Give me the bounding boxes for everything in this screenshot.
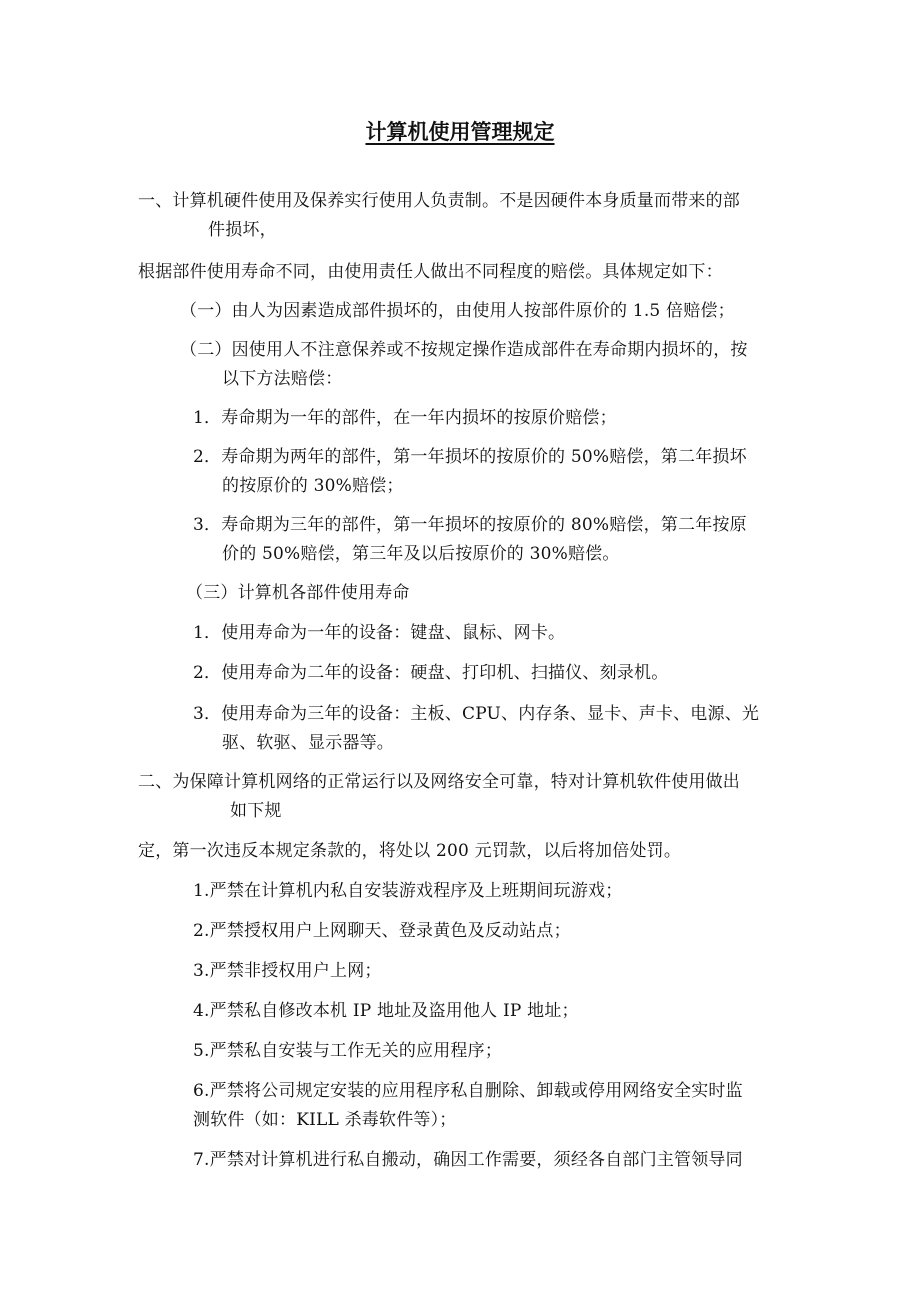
sub-item-2-line-2: 以下方法赔偿： xyxy=(222,369,343,389)
section-1-intro-line-3: 根据部件使用寿命不同，由使用责任人做出不同程度的赔偿。具体规定如下： xyxy=(138,262,723,282)
prohibition-1: 1.严禁在计算机内私自安装游戏程序及上班期间玩游戏； xyxy=(193,881,623,901)
prohibition-4: 4.严禁私自修改本机 IP 地址及盗用他人 IP 地址； xyxy=(193,1001,579,1021)
lifespan-3-line-2: 驱、软驱、显示器等。 xyxy=(222,733,394,753)
rule-2-line-1: 2．寿命期为两年的部件，第一年损坏的按原价的 50%赔偿，第二年损坏 xyxy=(193,447,747,467)
rule-3-line-2: 价的 50%赔偿，第三年及以后按原价的 30%赔偿。 xyxy=(222,544,620,564)
rule-3-line-1: 3．寿命期为三年的部件，第一年损坏的按原价的 80%赔偿，第二年按原 xyxy=(193,515,747,535)
rule-2-line-2: 的按原价的 30%赔偿； xyxy=(222,476,404,496)
section-1-intro-line-1: 一、计算机硬件使用及保养实行使用人负责制。不是因硬件本身质量而带来的部 xyxy=(138,191,740,211)
section-1-intro-line-2: 件损坏， xyxy=(208,220,277,240)
sub-item-2-line-1: （二）因使用人不注意保养或不按规定操作造成部件在寿命期内损坏的，按 xyxy=(180,340,748,360)
section-2-intro-line-3: 定，第一次违反本规定条款的，将处以 200 元罚款，以后将加倍处罚。 xyxy=(138,841,682,861)
prohibition-6-line-1: 6.严禁将公司规定安装的应用程序私自删除、卸载或停用网络安全实时监 xyxy=(193,1081,743,1101)
rule-1: 1．寿命期为一年的部件，在一年内损坏的按原价赔偿； xyxy=(193,408,617,428)
prohibition-5: 5.严禁私自安装与工作无关的应用程序； xyxy=(193,1041,503,1061)
prohibition-2: 2.严禁授权用户上网聊天、登录黄色及反动站点； xyxy=(193,921,571,941)
sub-item-1: （一）由人为因素造成部件损坏的，由使用人按部件原价的 1.5 倍赔偿； xyxy=(180,301,735,321)
prohibition-6-line-2: 测软件（如：KILL 杀毒软件等）； xyxy=(193,1110,457,1130)
prohibition-7: 7.严禁对计算机进行私自搬动，确因工作需要，须经各自部门主管领导同 xyxy=(193,1150,743,1170)
lifespan-2: 2．使用寿命为二年的设备：硬盘、打印机、扫描仪、刻录机。 xyxy=(193,663,669,683)
prohibition-3: 3.严禁非授权用户上网； xyxy=(193,961,382,981)
section-2-intro-line-2: 如下规 xyxy=(230,801,282,821)
section-2-intro-line-1: 二、为保障计算机网络的正常运行以及网络安全可靠，特对计算机软件使用做出 xyxy=(138,772,740,792)
sub-item-3: （三）计算机各部件使用寿命 xyxy=(186,583,410,603)
document-title: 计算机使用管理规定 xyxy=(365,119,555,144)
lifespan-1: 1．使用寿命为一年的设备：键盘、鼠标、网卡。 xyxy=(193,623,566,643)
lifespan-3-line-1: 3．使用寿命为三年的设备：主板、CPU、内存条、显卡、声卡、电源、光 xyxy=(193,704,760,724)
